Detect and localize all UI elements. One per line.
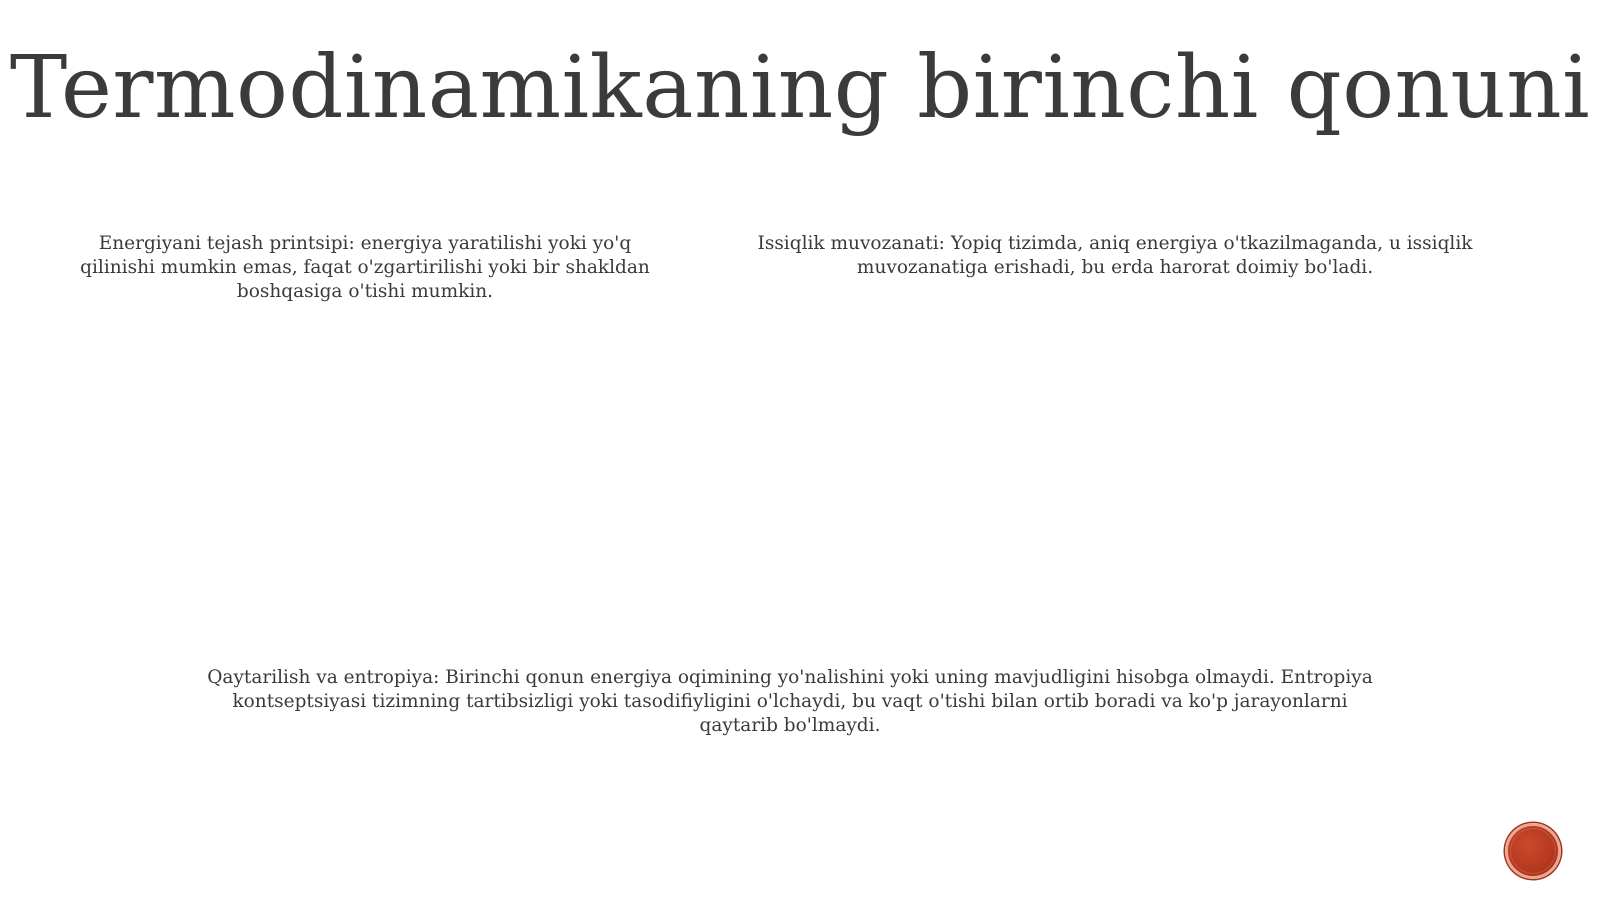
energy-conservation-text: Energiyani tejash printsipi: energiya yaratilishi yoki yo'q qilinishi mumkin emas, faqat o'zgartirilishi yoki bir shakldan boshqasiga o'tishi mumkin. [80, 233, 650, 302]
slide-title: Termodinamikaning birinchi qonuni [9, 38, 1591, 138]
thermal-equilibrium-text: Issiqlik muvozanati: Yopiq tizimda, aniq energiya o'tkazilmaganda, u issiqlik muvozanatiga erishadi, bu erda harorat doimiy bo'ladi. [757, 233, 1473, 278]
circle-button-icon[interactable] [1505, 823, 1561, 879]
reversibility-entropy-text: Qaytarilish va entropiya: Birinchi qonun energiya oqimining yo'nalishini yoki uning mavjudligini hisobga olmaydi. Entropiya kontseptsiyasi tizimning tartibsizligi yoki tasodifiyligini o'lchaydi, bu vaqt o'tishi bilan ortib boradi va ko'p jarayonlarni qaytarib bo'lmaydi. [207, 667, 1373, 736]
button-ring [1510, 828, 1556, 874]
